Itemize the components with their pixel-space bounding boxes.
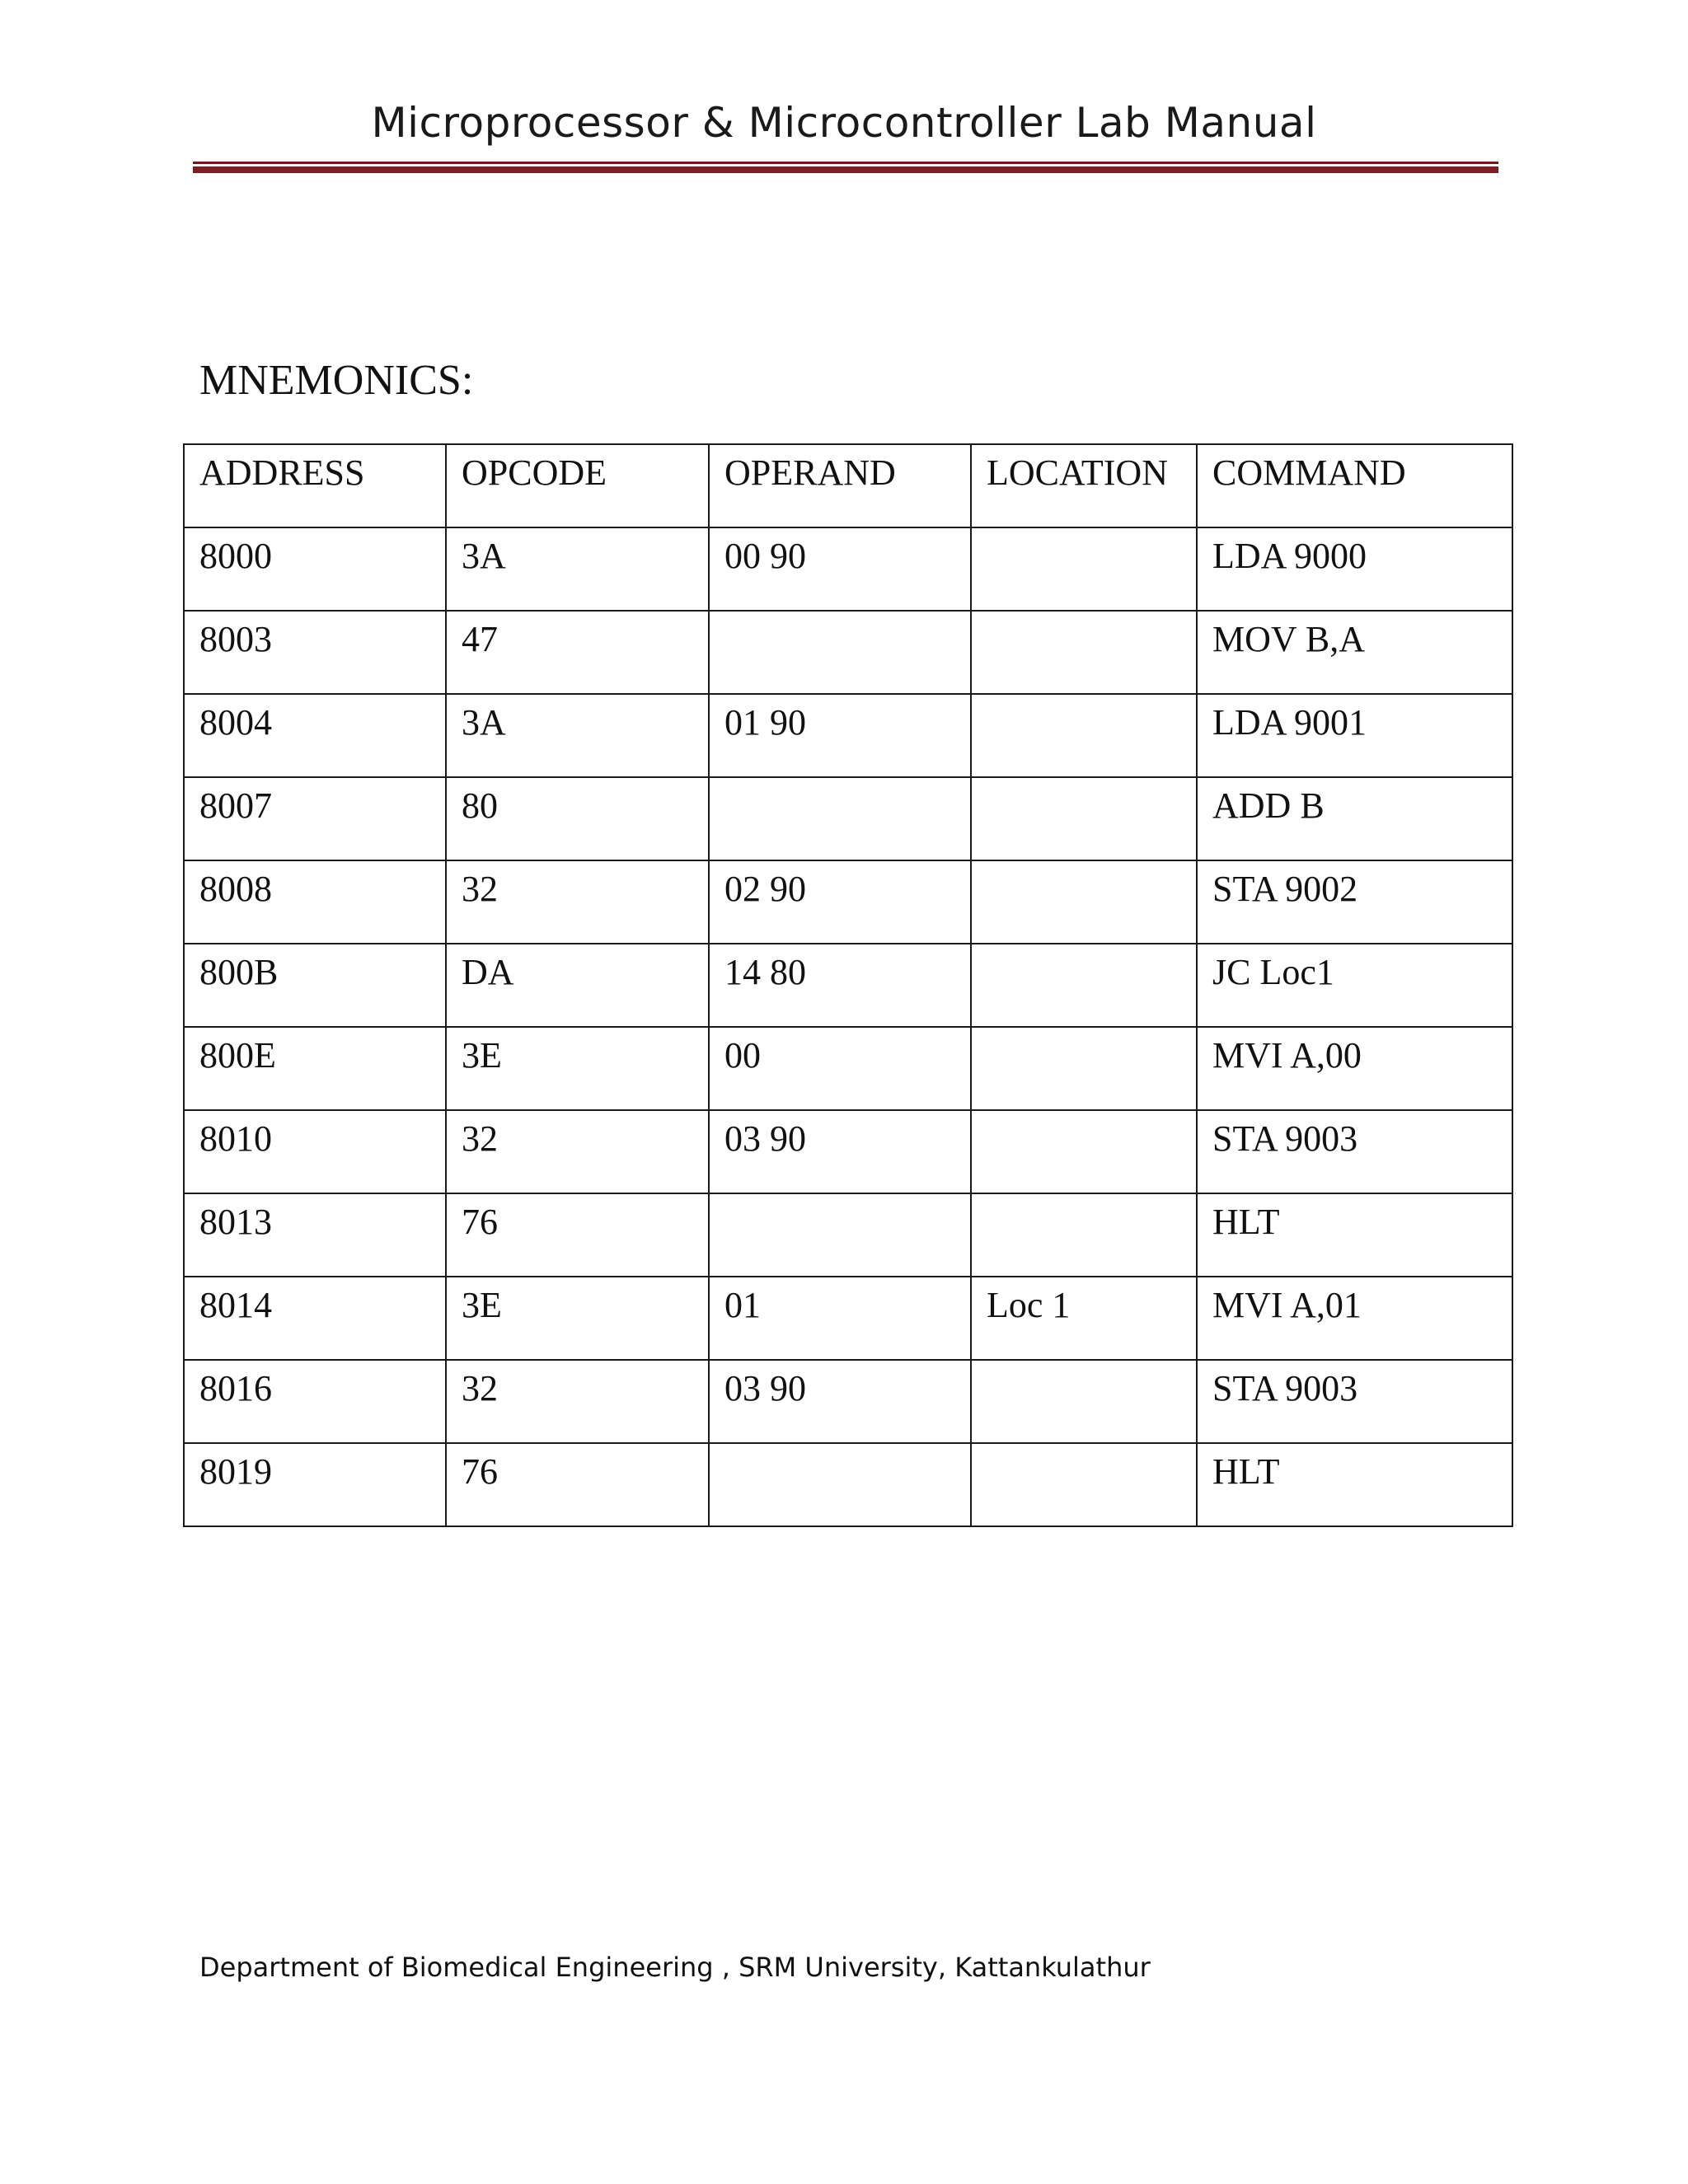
cell-command: JC Loc1 bbox=[1197, 944, 1512, 1027]
cell-location bbox=[971, 1193, 1197, 1277]
column-header-location: LOCATION bbox=[971, 444, 1197, 527]
table-row bbox=[184, 694, 1512, 777]
cell-opcode: 3E bbox=[446, 1277, 709, 1360]
cell-opcode: 47 bbox=[446, 611, 709, 694]
cell-operand: 01 90 bbox=[709, 694, 971, 777]
cell-operand: 01 bbox=[709, 1277, 971, 1360]
table-row bbox=[184, 1360, 1512, 1443]
cell-address: 8014 bbox=[184, 1277, 446, 1360]
column-header-address: ADDRESS bbox=[184, 444, 446, 527]
cell-location bbox=[971, 777, 1197, 860]
cell-address: 8000 bbox=[184, 527, 446, 611]
cell-location bbox=[971, 1027, 1197, 1110]
column-header-command: COMMAND bbox=[1197, 444, 1512, 527]
cell-command: MOV B,A bbox=[1197, 611, 1512, 694]
cell-operand: 03 90 bbox=[709, 1360, 971, 1443]
cell-address: 8013 bbox=[184, 1193, 446, 1277]
cell-location bbox=[971, 611, 1197, 694]
cell-address: 800E bbox=[184, 1027, 446, 1110]
cell-location bbox=[971, 694, 1197, 777]
cell-address: 8004 bbox=[184, 694, 446, 777]
cell-location bbox=[971, 1360, 1197, 1443]
cell-opcode: 80 bbox=[446, 777, 709, 860]
column-header-operand: OPERAND bbox=[709, 444, 971, 527]
cell-opcode: 32 bbox=[446, 1110, 709, 1193]
cell-location bbox=[971, 1110, 1197, 1193]
mnemonics-table bbox=[183, 443, 1513, 1527]
cell-opcode: 32 bbox=[446, 1360, 709, 1443]
table-row bbox=[184, 1193, 1512, 1277]
cell-address: 8016 bbox=[184, 1360, 446, 1443]
cell-location bbox=[971, 860, 1197, 944]
cell-command: STA 9002 bbox=[1197, 860, 1512, 944]
page-footer: Department of Biomedical Engineering , SRM University, Kattankulathur bbox=[199, 1952, 1151, 1983]
cell-location: Loc 1 bbox=[971, 1277, 1197, 1360]
cell-command: HLT bbox=[1197, 1443, 1512, 1526]
cell-opcode: 32 bbox=[446, 860, 709, 944]
cell-command: STA 9003 bbox=[1197, 1360, 1512, 1443]
cell-opcode: 3A bbox=[446, 694, 709, 777]
cell-address: 800B bbox=[184, 944, 446, 1027]
mnemonics-table-body bbox=[184, 444, 1512, 1526]
cell-opcode: DA bbox=[446, 944, 709, 1027]
table-header-row bbox=[184, 444, 1512, 527]
table-row bbox=[184, 777, 1512, 860]
section-title: MNEMONICS: bbox=[199, 357, 474, 404]
cell-command: STA 9003 bbox=[1197, 1110, 1512, 1193]
cell-address: 8008 bbox=[184, 860, 446, 944]
header-rule-thin-line bbox=[193, 162, 1498, 164]
table-row bbox=[184, 527, 1512, 611]
cell-opcode: 76 bbox=[446, 1193, 709, 1277]
table-row bbox=[184, 1027, 1512, 1110]
cell-opcode: 3E bbox=[446, 1027, 709, 1110]
cell-operand: 00 bbox=[709, 1027, 971, 1110]
cell-command: HLT bbox=[1197, 1193, 1512, 1277]
cell-address: 8003 bbox=[184, 611, 446, 694]
column-header-opcode: OPCODE bbox=[446, 444, 709, 527]
cell-command: LDA 9001 bbox=[1197, 694, 1512, 777]
cell-command: LDA 9000 bbox=[1197, 527, 1512, 611]
cell-address: 8007 bbox=[184, 777, 446, 860]
cell-opcode: 3A bbox=[446, 527, 709, 611]
table-row bbox=[184, 1443, 1512, 1526]
cell-operand bbox=[709, 777, 971, 860]
cell-operand: 03 90 bbox=[709, 1110, 971, 1193]
cell-command: ADD B bbox=[1197, 777, 1512, 860]
cell-command: MVI A,00 bbox=[1197, 1027, 1512, 1110]
cell-opcode: 76 bbox=[446, 1443, 709, 1526]
cell-operand bbox=[709, 1443, 971, 1526]
page-header-title: Microprocessor & Microcontroller Lab Manual bbox=[371, 99, 1317, 147]
cell-operand: 02 90 bbox=[709, 860, 971, 944]
table-row bbox=[184, 1110, 1512, 1193]
header-rule-thick-line bbox=[193, 166, 1498, 173]
cell-operand: 00 90 bbox=[709, 527, 971, 611]
table-row bbox=[184, 944, 1512, 1027]
cell-operand: 14 80 bbox=[709, 944, 971, 1027]
header-rule bbox=[193, 162, 1498, 173]
table-row bbox=[184, 860, 1512, 944]
cell-command: MVI A,01 bbox=[1197, 1277, 1512, 1360]
table-row bbox=[184, 1277, 1512, 1360]
cell-location bbox=[971, 527, 1197, 611]
cell-operand bbox=[709, 611, 971, 694]
table-row bbox=[184, 611, 1512, 694]
cell-address: 8010 bbox=[184, 1110, 446, 1193]
cell-location bbox=[971, 944, 1197, 1027]
cell-operand bbox=[709, 1193, 971, 1277]
cell-address: 8019 bbox=[184, 1443, 446, 1526]
cell-location bbox=[971, 1443, 1197, 1526]
